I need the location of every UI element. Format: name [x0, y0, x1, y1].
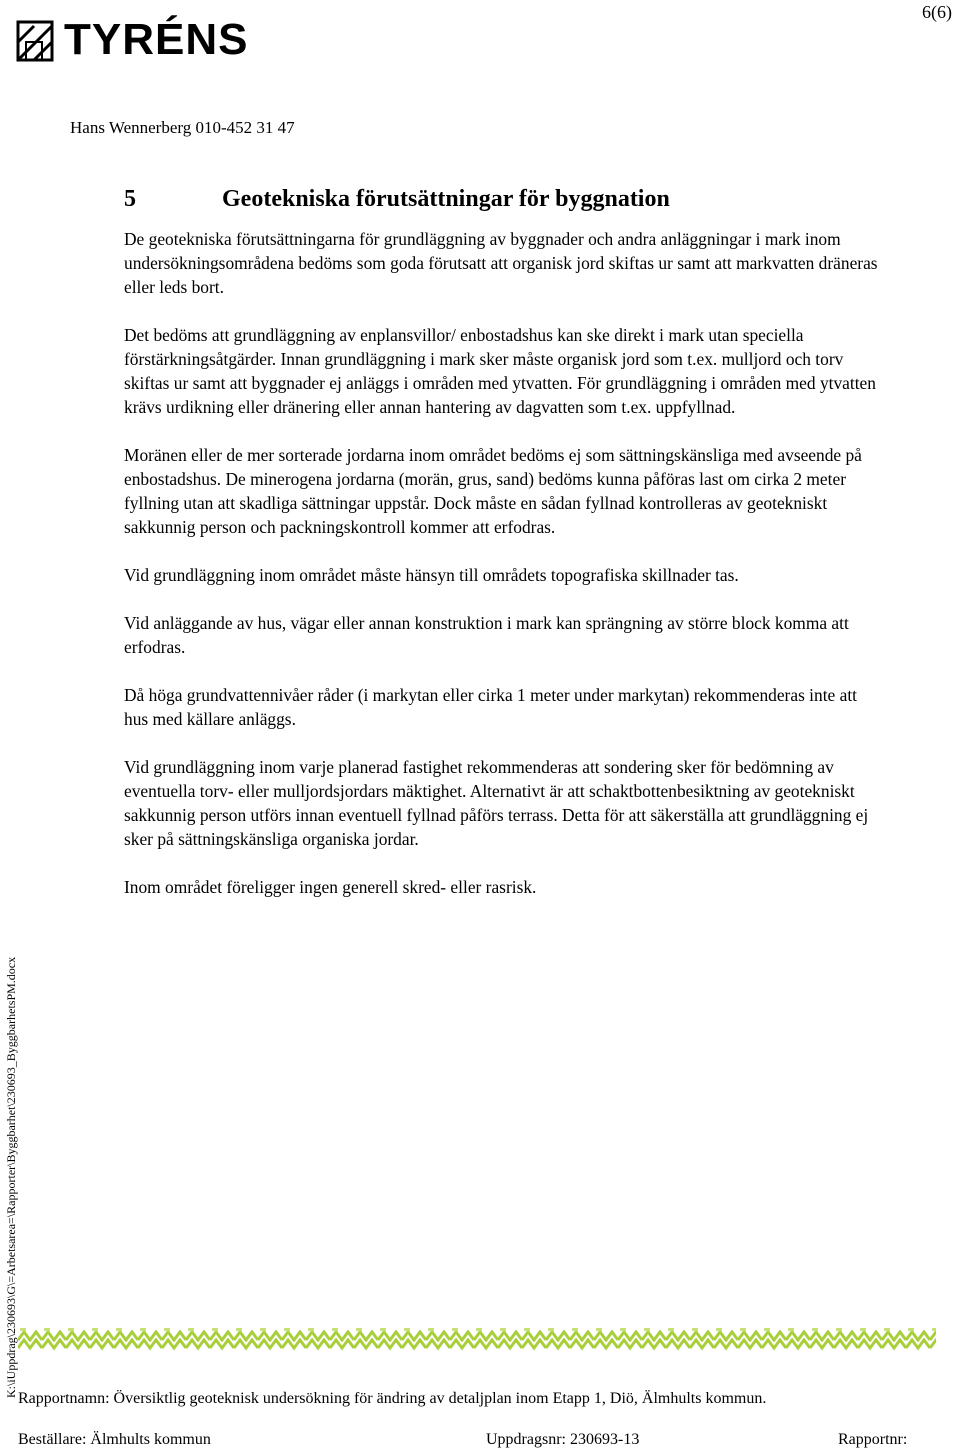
paragraph: Inom området föreligger ingen generell skred- eller rasrisk. [124, 877, 537, 897]
paragraph: Det bedöms att grundläggning av enplansvillor/ enbostadshus kan ske direkt i mark utan speciella förstärkningsåtgärder. Innan grundläggning i mark sker måste organisk jord som t.ex. mulljord och torv skiftas ur samt att byggnader ej anläggs i områden med ytvatten. För grundläggning i områden med ytvatten krävs urdikning eller dränering eller annan hantering av dagvatten som t.ex. uppfyllnad. [124, 325, 876, 417]
paragraph: Moränen eller de mer sorterade jordarna inom området bedöms ej som sättningskänsliga med avseende på enbostadshus. De minerogena jordarna (morän, grus, sand) bedöms kunna påföras last om cirka 2 meter fyllning utan att skadliga sättningar uppstår. Dock måste en sådan fyllnad kontrolleras av geotekniskt sakkunnig person och packningskontroll kommer att erfodras. [124, 445, 862, 537]
paragraph: Vid anläggande av hus, vägar eller annan konstruktion i mark kan sprängning av större block komma att erfodras. [124, 613, 849, 657]
logo-mark-icon [16, 20, 54, 62]
document-body [124, 186, 884, 923]
page-number: 6(6) [922, 2, 952, 22]
footer-pattern [18, 1328, 936, 1352]
paragraph: Vid grundläggning inom varje planerad fastighet rekommenderas att sondering sker för bedömning av eventuella torv- eller mulljordsjordars mäktighet. Alternativt är att schaktbottenbesiktning av geotekniskt sakkunnig person utförs innan eventuell fyllnad påförs terrass. Detta för att säkerställa att grundläggning ej sker på sättningskänsliga organiska jordar. [124, 757, 869, 849]
author-contact: Hans Wennerberg 010-452 31 47 [70, 118, 295, 137]
paragraph: De geotekniska förutsättningarna för grundläggning av byggnader och andra anläggningar i mark inom undersökningsområdena bedöms som goda förutsatt att organisk jord skiftas ur samt att markvatten dräneras eller leds bort. [124, 229, 878, 297]
paragraph: Vid grundläggning inom området måste hänsyn till områdets topografiska skillnader tas. [124, 565, 739, 585]
company-logo [16, 15, 249, 66]
footer-assignment-number: Uppdragsnr: 230693-13 [486, 1431, 640, 1448]
footer-client: Beställare: Älmhults kommun [18, 1431, 211, 1448]
section-number: 5 [124, 186, 136, 212]
section-title: Geotekniska förutsättningar för byggnation [222, 186, 670, 212]
logo-text: TYRÉNS [64, 15, 249, 64]
section-heading [124, 186, 884, 213]
paragraph: Då höga grundvattennivåer råder (i markytan eller cirka 1 meter under markytan) rekommenderas inte att hus med källare anläggs. [124, 685, 857, 729]
footer-report-number: Rapportnr: [838, 1431, 908, 1448]
footer-report-name: Rapportnamn: Översiktlig geoteknisk undersökning för ändring av detaljplan inom Etapp 1, Diö, Älmhults kommun. [18, 1390, 767, 1407]
file-path: K:\iUppdrag\230693\G\=Arbetsarea=\Rapporter\Byggbarhet\230693_ByggbarhetsPM.docx [4, 956, 18, 1398]
